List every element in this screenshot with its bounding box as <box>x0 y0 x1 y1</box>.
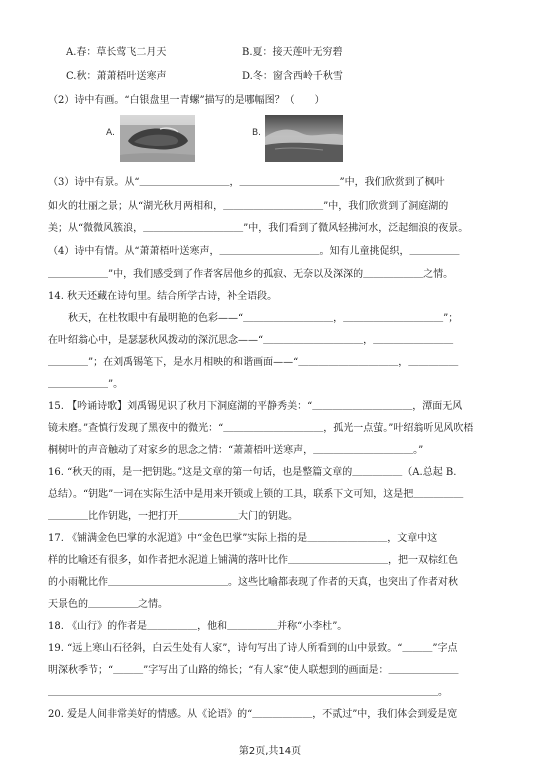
question-2-text: （2）诗中有画。“白银盘里一青螺”描写的是哪幅图？（ ） <box>48 95 325 106</box>
text-line: 总结）。“钥匙”一词在实际生活中是用来开锁或上锁的工具，联系下文可知，这是把＿＿＿＿＿ <box>48 489 464 500</box>
image-b-label: B. <box>252 128 262 138</box>
text-line: ＿＿＿＿＿＿”中，我们感受到了作者客居他乡的孤寂、无奈以及深深的＿＿＿＿＿＿之情。 <box>48 269 454 280</box>
text-line: ＿＿＿＿比作钥匙，一把打开＿＿＿＿＿＿大门的钥匙。 <box>48 511 298 522</box>
question-15-text: 15. 【吟诵诗歌】刘禹锡见识了秋月下洞庭湖的平静秀美：“＿＿＿＿＿＿＿＿＿＿，潭面无风 <box>48 401 463 412</box>
text-line: （3）诗中有景。从“＿＿＿＿＿＿＿＿＿，＿＿＿＿＿＿＿＿＿＿”中，我们欣赏到了枫叶 <box>48 177 445 188</box>
text-line: ＿＿＿＿”；在刘禹锡笔下，是水月相映的和谐画面——“＿＿＿＿＿＿＿＿＿＿，＿＿＿＿＿ <box>48 357 459 368</box>
page-number-footer: 第2页,共14页 <box>238 746 302 757</box>
misty-lake-photo <box>265 115 343 162</box>
option-d: D.冬：窗含西岭千秋雪 <box>242 71 343 82</box>
text-line: 天景色的＿＿＿＿＿之情。 <box>48 599 168 610</box>
question-17-text: 17. 《铺满金色巴掌的水泥道》中“金色巴掌”实际上指的是＿＿＿＿＿＿＿＿，文章中这 <box>48 533 438 544</box>
text-line: （4）诗中有情。从“萧萧梧叶送寒声，＿＿＿＿＿＿＿＿＿＿。知有儿童挑促织，＿＿＿＿＿ <box>48 246 460 257</box>
text-line: ＿＿＿＿＿＿”。 <box>48 379 124 390</box>
question-16-text: 16. “秋天的雨，是一把钥匙。”这是文章的第一句话，也是整篇文章的＿＿＿＿＿（A.总起 B. <box>48 467 457 478</box>
text-line: 样的比喻还有很多，如作者把水泥道上铺满的落叶比作＿＿＿＿＿＿＿＿＿＿，把一双棕红色 <box>48 555 458 566</box>
question-19-text: 19. “远上寒山石径斜，白云生处有人家”，诗句写出了诗人所看到的山中景致。“＿＿＿”字点 <box>48 643 458 654</box>
question-18-text: 18. 《山行》的作者是＿＿＿＿＿，他和＿＿＿＿＿并称“小李杜”。 <box>48 621 348 632</box>
option-c: C.秋：萧萧梧叶送寒声 <box>66 71 167 82</box>
question-14-title: 14. 秋天还藏在诗句里。结合所学古诗，补全语段。 <box>48 291 278 302</box>
text-line: 美；从“微微风簇浪，＿＿＿＿＿＿＿＿＿＿”中，我们看到了微风轻拂河水，泛起细浪的夜景。 <box>48 223 469 234</box>
text-line: 在叶绍翁心中，是瑟瑟秋风拨动的深沉思念——“＿＿＿＿＿＿＿＿＿＿，＿＿＿＿＿＿＿＿ <box>48 335 454 346</box>
text-line: 如火的壮丽之景；从“湖光秋月两相和，＿＿＿＿＿＿＿＿＿＿”中，我们欣赏到了洞庭湖的 <box>48 201 449 212</box>
text-line: 秋天，在杜牧眼中有最明艳的色彩——“＿＿＿＿＿＿＿＿＿，＿＿＿＿＿＿＿＿＿＿”； <box>48 313 459 324</box>
text-line: 桐树叶的声音触动了对家乡的思念之情：“萧萧梧叶送寒声，＿＿＿＿＿＿＿＿＿＿。” <box>48 445 424 456</box>
island-lake-photo <box>120 115 195 162</box>
option-a: A.春：草长莺飞二月天 <box>66 47 167 58</box>
text-line: 镜未磨。”查慎行发现了黑夜中的微光：“＿＿＿＿＿＿＿＿＿＿，孤光一点萤。”叶绍翁听见风吹梧 <box>48 423 474 434</box>
text-line: ＿＿＿＿＿＿＿＿＿＿＿＿＿＿＿＿＿＿＿＿＿＿＿＿＿＿＿＿＿＿＿＿＿＿＿＿＿＿＿。 <box>48 687 448 698</box>
image-a-label: A. <box>106 128 115 138</box>
option-b: B.夏：接天莲叶无穷碧 <box>242 47 343 58</box>
text-line: 明深秋季节；“＿＿＿”字写出了山路的绵长；“有人家”使人联想到的画面是：＿＿＿＿＿＿＿ <box>48 665 459 676</box>
text-line: 的小雨靴比作＿＿＿＿＿＿＿＿＿＿＿＿。这些比喻都表现了作者的天真，也突出了作者对秋 <box>48 577 458 588</box>
question-20-text: 20. 爱是人间非常美好的情感。从《论语》的“＿＿＿＿＿＿，不贰过”中，我们体会到爱是宽 <box>48 709 458 720</box>
